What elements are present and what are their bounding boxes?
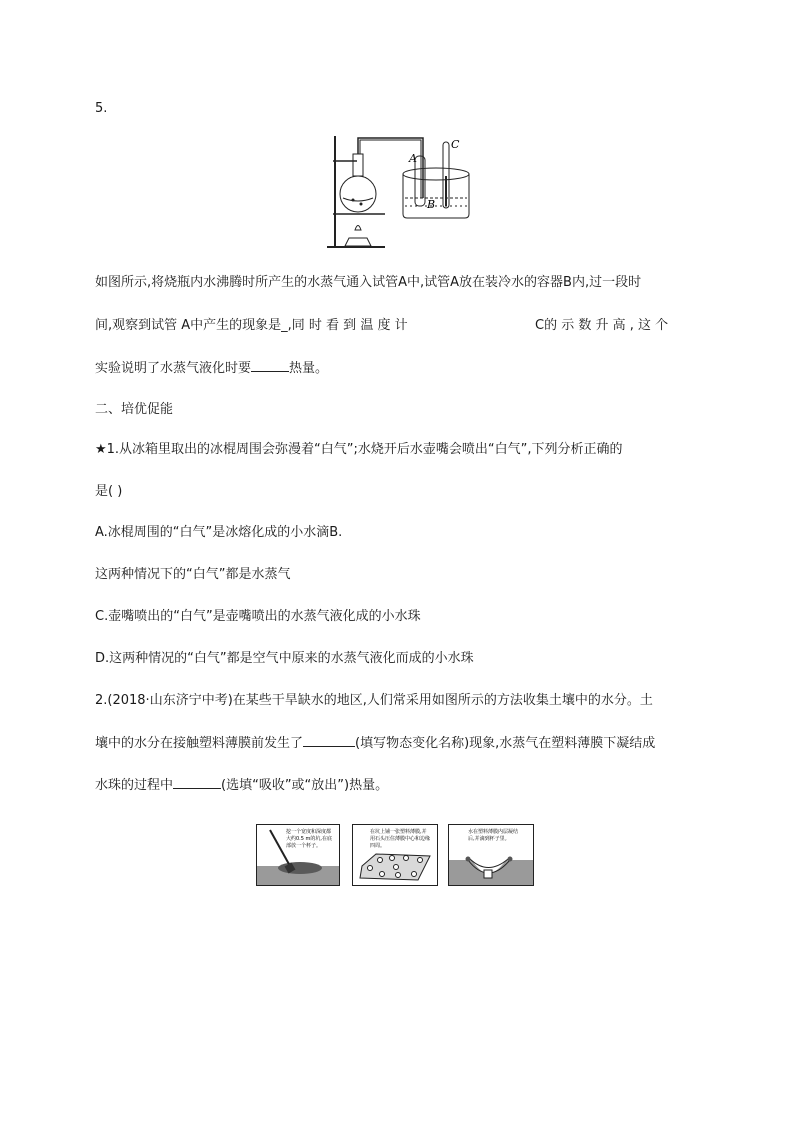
panel-1-caption-line2: 大约0.5 m的坑,在底 — [286, 836, 333, 842]
q5-text-line2a: 间,观察到试管 A中产生的现象是_,同 时 看 到 温 度 计 — [95, 318, 408, 333]
q2-answer-blank-2[interactable] — [173, 776, 221, 789]
panel-2-caption-line3: 四周。 — [370, 843, 386, 849]
q2-line3-suffix: (选填“吸收”或“放出”)热量。 — [221, 778, 389, 793]
panel-3-caption-line2: 后,并滴到杯子里。 — [468, 836, 510, 842]
q1-option-a[interactable]: A.冰棍周围的“白气”是冰熔化成的小水滴B. — [95, 525, 343, 540]
section-title: 二、培优促能 — [95, 402, 174, 417]
panel-3-water-collect — [448, 824, 534, 886]
panel-1-dig-pit — [256, 824, 340, 886]
q2-line2-suffix: (填写物态变化名称)现象,水蒸气在塑料薄膜下凝结成 — [355, 736, 656, 751]
panel-3-caption-line1: 水在塑料薄膜内层凝结 — [468, 829, 519, 835]
panel-2-cover-film — [352, 824, 438, 886]
panel-2-caption-line2: 用石头压住薄膜中心和边缘 — [370, 836, 431, 842]
distillation-apparatus-figure — [325, 126, 475, 251]
q1-text-line1: ★1.从冰箱里取出的冰棍周围会弥漫着“白气”;水烧开后水壶嘴会喷出“白气”,下列分析正确的 — [95, 442, 623, 457]
question-number-5: 5. — [95, 101, 108, 116]
panel-2-caption-line1: 在坑上铺一张塑料薄膜,并 — [370, 829, 427, 835]
q5-text-line3 — [95, 359, 328, 378]
q1-option-c[interactable]: C.壶嘴喷出的“白气”是壶嘴喷出的水蒸气液化成的小水珠 — [95, 609, 421, 624]
q2-line2-prefix: 壤中的水分在接触塑料薄膜前发生了 — [95, 736, 304, 751]
q5-line3-suffix: 热量。 — [289, 361, 329, 376]
label-b: B — [427, 198, 436, 211]
q1-option-b[interactable]: 这两种情况下的“白气”都是水蒸气 — [95, 567, 291, 582]
q2-text-line1: 2.(2018·山东济宁中考)在某些干旱缺水的地区,人们常采用如图所示的方法收集土壤中的水分。土 — [95, 693, 653, 708]
q1-option-d[interactable]: D.这两种情况的“白气”都是空气中原来的水蒸气液化而成的小水珠 — [95, 651, 474, 666]
q5-text-line2b: C的 示 数 升 高 , 这 个 — [535, 318, 669, 333]
q2-answer-blank-1[interactable] — [303, 734, 355, 747]
q5-answer-blank[interactable] — [251, 359, 289, 372]
panel-1-caption-line3: 部放一个杯子。 — [286, 843, 322, 849]
q1-text-line2: 是( ) — [95, 484, 123, 499]
label-a: A — [409, 152, 417, 165]
q2-line3-prefix: 水珠的过程中 — [95, 778, 174, 793]
q5-text-line1: 如图所示,将烧瓶内水沸腾时所产生的水蒸气通入试管A中,试管A放在装冷水的容器B内,过一段时 — [95, 275, 642, 290]
q5-line3-prefix: 实验说明了水蒸气液化时要 — [95, 361, 252, 376]
q2-text-line2 — [95, 734, 655, 753]
panel-1-caption-line1: 挖一个宽度和深度都 — [286, 829, 332, 835]
label-c: C — [451, 138, 460, 151]
q2-text-line3 — [95, 776, 388, 795]
